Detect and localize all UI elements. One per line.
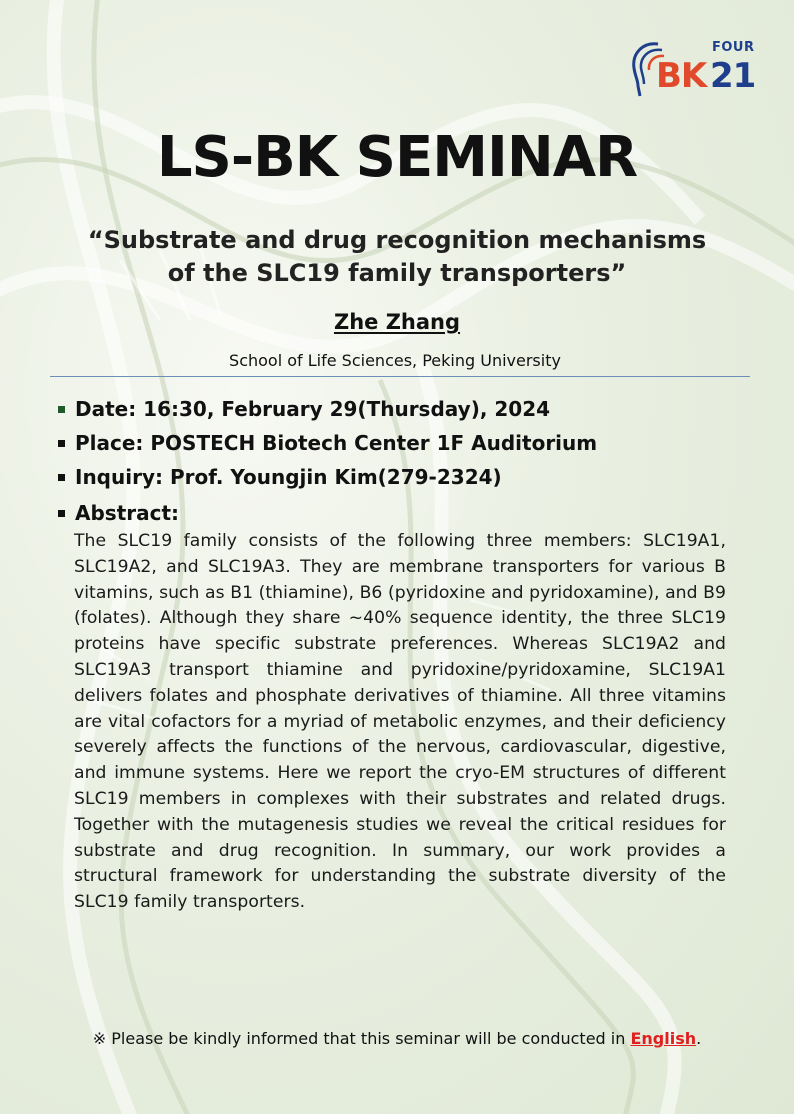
- bullet-icon: [58, 474, 65, 481]
- inquiry-item: [58, 464, 738, 490]
- bk21-four-logo: [628, 34, 754, 100]
- language-notice: [0, 1028, 794, 1050]
- speaker-name: [0, 308, 794, 336]
- speaker-name-text: Zhe Zhang: [333, 310, 461, 334]
- bullet-icon: [58, 440, 65, 447]
- logo-21-text: 21: [710, 56, 756, 96]
- logo-bk-text: BK: [656, 56, 707, 96]
- bullet-icon: [58, 510, 65, 517]
- speaker-affiliation: School of Life Sciences, Peking University: [229, 351, 561, 370]
- place-item: [58, 430, 738, 456]
- talk-title-line-2: of the SLC19 family transporters”: [167, 259, 627, 287]
- bullet-icon: [58, 406, 65, 413]
- place-text: Place: POSTECH Biotech Center 1F Auditorium: [75, 431, 598, 455]
- talk-title-line-1: “Substrate and drug recognition mechanisms: [87, 226, 707, 254]
- logo-four-text: FOUR: [712, 40, 755, 55]
- date-text: Date: 16:30, February 29(Thursday), 2024: [75, 397, 551, 421]
- date-item: [58, 396, 738, 422]
- inquiry-text: Inquiry: Prof. Youngjin Kim(279-2324): [75, 465, 502, 489]
- talk-title: [70, 224, 724, 290]
- notice-text: ※ Please be kindly informed that this seminar will be conducted in: [92, 1029, 631, 1048]
- seminar-title: LS-BK SEMINAR: [156, 125, 638, 190]
- divider-line: [50, 376, 750, 377]
- abstract-heading: [58, 500, 738, 526]
- notice-end: .: [696, 1029, 702, 1048]
- abstract-label: Abstract:: [75, 501, 180, 525]
- abstract-text: The SLC19 family consists of the following three members: SLC19A1, SLC19A2, and SLC19A3. They are membrane transporters for various B vitamins, such as B1 (thiamine), B6 (pyridoxine and pyridoxamine), and B9 (folates). Although they share ~40% sequence identity, the three SLC19 proteins have specific substrate preferences. Whereas SLC19A2 and SLC19A3 transport thiamine and pyridoxine/pyridoxamine, SLC19A1 delivers folates and phosphate derivatives of thiamine. All three vitamins are vital cofactors for a myriad of metabolic enzymes, and their deficiency severely affects the functions of the nervous, cardiovascular, digestive, and immune systems. Here we report the cryo-EM structures of different SLC19 members in complexes with their substrates and related drugs. Together with the mutagenesis studies we reveal the critical residues for substrate and drug recognition. In summary, our work provides a structural framework for understanding the substrate diversity of the SLC19 family transporters.: [74, 531, 726, 913]
- notice-language: English: [630, 1029, 697, 1048]
